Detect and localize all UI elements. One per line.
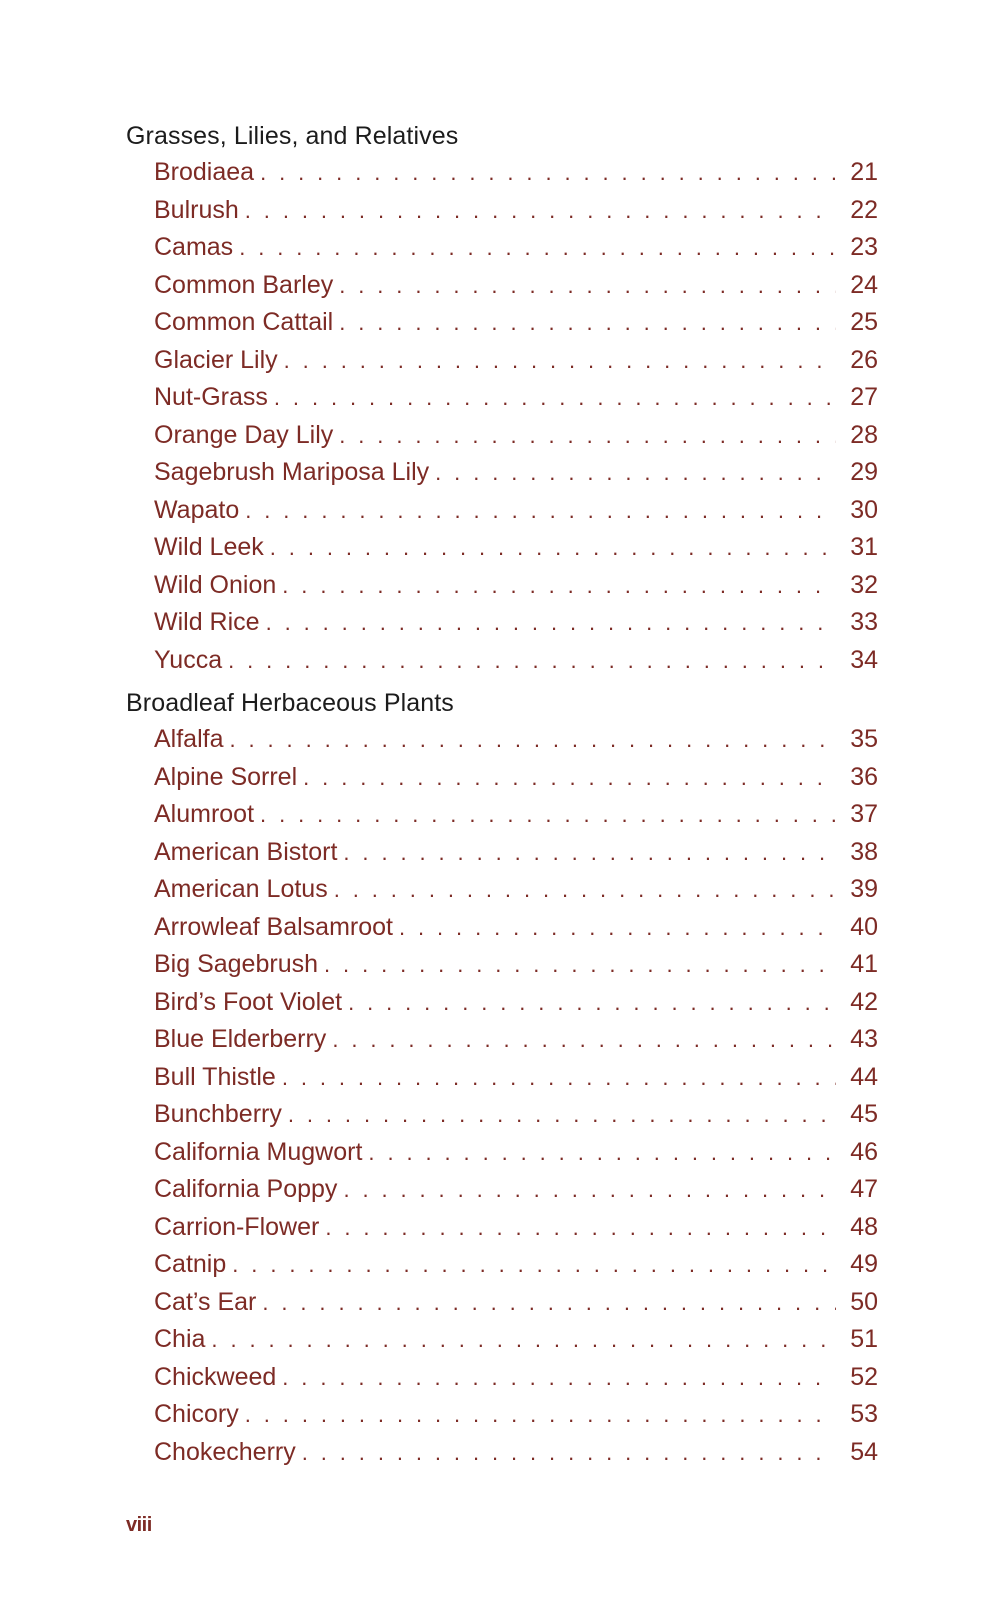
entry-page-number: 30 bbox=[836, 492, 878, 530]
dot-leader bbox=[368, 1134, 836, 1172]
toc-entry[interactable] bbox=[154, 984, 878, 1022]
entry-title: American Lotus bbox=[154, 871, 334, 909]
entry-title: Wild Rice bbox=[154, 604, 266, 642]
toc-entry[interactable] bbox=[154, 796, 878, 834]
toc-entry[interactable] bbox=[154, 642, 878, 680]
dot-leader bbox=[260, 154, 836, 192]
entry-page-number: 35 bbox=[836, 721, 878, 759]
section-entries bbox=[126, 154, 878, 679]
dot-leader bbox=[343, 1171, 836, 1209]
entry-title: Alfalfa bbox=[154, 721, 229, 759]
entry-page-number: 45 bbox=[836, 1096, 878, 1134]
entry-page-number: 22 bbox=[836, 192, 878, 230]
entry-title: Sagebrush Mariposa Lily bbox=[154, 454, 435, 492]
entry-page-number: 38 bbox=[836, 834, 878, 872]
entry-page-number: 21 bbox=[836, 154, 878, 192]
dot-leader bbox=[303, 759, 836, 797]
toc-entry[interactable] bbox=[154, 946, 878, 984]
entry-title: Brodiaea bbox=[154, 154, 260, 192]
table-of-contents bbox=[126, 118, 878, 1471]
entry-page-number: 39 bbox=[836, 871, 878, 909]
toc-entry[interactable] bbox=[154, 1434, 878, 1472]
dot-leader bbox=[339, 304, 836, 342]
toc-entry[interactable] bbox=[154, 267, 878, 305]
dot-leader bbox=[324, 946, 836, 984]
entry-page-number: 34 bbox=[836, 642, 878, 680]
entry-title: Chia bbox=[154, 1321, 211, 1359]
dot-leader bbox=[282, 567, 836, 605]
entry-page-number: 41 bbox=[836, 946, 878, 984]
entry-page-number: 24 bbox=[836, 267, 878, 305]
toc-entry[interactable] bbox=[154, 192, 878, 230]
entry-title: Nut-Grass bbox=[154, 379, 274, 417]
entry-title: Common Cattail bbox=[154, 304, 339, 342]
toc-entry[interactable] bbox=[154, 1059, 878, 1097]
dot-leader bbox=[245, 492, 836, 530]
entry-title: California Mugwort bbox=[154, 1134, 368, 1172]
entry-title: Blue Elderberry bbox=[154, 1021, 332, 1059]
entry-title: Chickweed bbox=[154, 1359, 282, 1397]
toc-entry[interactable] bbox=[154, 492, 878, 530]
dot-leader bbox=[282, 1059, 836, 1097]
toc-entry[interactable] bbox=[154, 604, 878, 642]
entry-title: Camas bbox=[154, 229, 239, 267]
section-title: Broadleaf Herbaceous Plants bbox=[126, 689, 454, 717]
dot-leader bbox=[282, 1359, 836, 1397]
entry-page-number: 23 bbox=[836, 229, 878, 267]
dot-leader bbox=[339, 417, 836, 455]
toc-entry[interactable] bbox=[154, 1359, 878, 1397]
dot-leader bbox=[343, 834, 836, 872]
entry-page-number: 40 bbox=[836, 909, 878, 947]
entry-page-number: 36 bbox=[836, 759, 878, 797]
dot-leader bbox=[245, 1396, 836, 1434]
entry-page-number: 37 bbox=[836, 796, 878, 834]
toc-entry[interactable] bbox=[154, 379, 878, 417]
toc-entry[interactable] bbox=[154, 154, 878, 192]
entry-page-number: 47 bbox=[836, 1171, 878, 1209]
toc-entry[interactable] bbox=[154, 759, 878, 797]
entry-title: Bull Thistle bbox=[154, 1059, 282, 1097]
page-number: viii bbox=[126, 1514, 152, 1536]
toc-entry[interactable] bbox=[154, 1209, 878, 1247]
entry-page-number: 43 bbox=[836, 1021, 878, 1059]
dot-leader bbox=[325, 1209, 836, 1247]
dot-leader bbox=[260, 796, 836, 834]
entry-title: Chokecherry bbox=[154, 1434, 302, 1472]
toc-entry[interactable] bbox=[154, 1171, 878, 1209]
dot-leader bbox=[239, 229, 836, 267]
toc-entry[interactable] bbox=[154, 529, 878, 567]
entry-title: Common Barley bbox=[154, 267, 339, 305]
entry-title: Bunchberry bbox=[154, 1096, 288, 1134]
entry-title: Wild Leek bbox=[154, 529, 270, 567]
dot-leader bbox=[399, 909, 836, 947]
toc-entry[interactable] bbox=[154, 909, 878, 947]
entry-page-number: 54 bbox=[836, 1434, 878, 1472]
toc-entry[interactable] bbox=[154, 342, 878, 380]
entry-title: Alumroot bbox=[154, 796, 260, 834]
dot-leader bbox=[334, 871, 836, 909]
dot-leader bbox=[274, 379, 836, 417]
toc-entry[interactable] bbox=[154, 304, 878, 342]
toc-entry[interactable] bbox=[154, 1284, 878, 1322]
entry-title: Carrion-Flower bbox=[154, 1209, 325, 1247]
entry-title: Yucca bbox=[154, 642, 228, 680]
dot-leader bbox=[435, 454, 836, 492]
toc-entry[interactable] bbox=[154, 1096, 878, 1134]
entry-title: Bulrush bbox=[154, 192, 245, 230]
toc-entry[interactable] bbox=[154, 1134, 878, 1172]
entry-page-number: 27 bbox=[836, 379, 878, 417]
entry-page-number: 32 bbox=[836, 567, 878, 605]
dot-leader bbox=[232, 1246, 836, 1284]
toc-entry[interactable] bbox=[154, 834, 878, 872]
dot-leader bbox=[284, 342, 836, 380]
entry-title: Catnip bbox=[154, 1246, 232, 1284]
toc-entry[interactable] bbox=[154, 229, 878, 267]
entry-title: California Poppy bbox=[154, 1171, 343, 1209]
entry-title: Cat’s Ear bbox=[154, 1284, 262, 1322]
entry-page-number: 33 bbox=[836, 604, 878, 642]
entry-page-number: 51 bbox=[836, 1321, 878, 1359]
entry-title: Bird’s Foot Violet bbox=[154, 984, 348, 1022]
entry-title: Chicory bbox=[154, 1396, 245, 1434]
toc-entry[interactable] bbox=[154, 567, 878, 605]
dot-leader bbox=[270, 529, 836, 567]
toc-entry[interactable] bbox=[154, 721, 878, 759]
dot-leader bbox=[339, 267, 836, 305]
toc-entry[interactable] bbox=[154, 454, 878, 492]
toc-entry[interactable] bbox=[154, 871, 878, 909]
entry-page-number: 48 bbox=[836, 1209, 878, 1247]
entry-page-number: 29 bbox=[836, 454, 878, 492]
entry-title: Glacier Lily bbox=[154, 342, 284, 380]
entry-page-number: 44 bbox=[836, 1059, 878, 1097]
dot-leader bbox=[348, 984, 836, 1022]
entry-page-number: 49 bbox=[836, 1246, 878, 1284]
section-entries bbox=[126, 721, 878, 1471]
entry-page-number: 28 bbox=[836, 417, 878, 455]
dot-leader bbox=[266, 604, 836, 642]
entry-title: American Bistort bbox=[154, 834, 343, 872]
entry-page-number: 52 bbox=[836, 1359, 878, 1397]
entry-title: Arrowleaf Balsamroot bbox=[154, 909, 399, 947]
entry-page-number: 31 bbox=[836, 529, 878, 567]
entry-title: Wapato bbox=[154, 492, 245, 530]
entry-page-number: 50 bbox=[836, 1284, 878, 1322]
entry-page-number: 46 bbox=[836, 1134, 878, 1172]
entry-title: Big Sagebrush bbox=[154, 946, 324, 984]
toc-entry[interactable] bbox=[154, 1021, 878, 1059]
entry-title: Orange Day Lily bbox=[154, 417, 339, 455]
entry-title: Wild Onion bbox=[154, 567, 282, 605]
dot-leader bbox=[302, 1434, 836, 1472]
toc-entry[interactable] bbox=[154, 1246, 878, 1284]
entry-page-number: 25 bbox=[836, 304, 878, 342]
toc-entry[interactable] bbox=[154, 1321, 878, 1359]
dot-leader bbox=[229, 721, 836, 759]
dot-leader bbox=[262, 1284, 836, 1322]
dot-leader bbox=[288, 1096, 836, 1134]
dot-leader bbox=[211, 1321, 836, 1359]
section-title: Grasses, Lilies, and Relatives bbox=[126, 122, 459, 150]
toc-entry[interactable] bbox=[154, 417, 878, 455]
dot-leader bbox=[332, 1021, 836, 1059]
entry-title: Alpine Sorrel bbox=[154, 759, 303, 797]
dot-leader bbox=[245, 192, 836, 230]
dot-leader bbox=[228, 642, 836, 680]
entry-page-number: 26 bbox=[836, 342, 878, 380]
entry-page-number: 42 bbox=[836, 984, 878, 1022]
entry-page-number: 53 bbox=[836, 1396, 878, 1434]
toc-entry[interactable] bbox=[154, 1396, 878, 1434]
